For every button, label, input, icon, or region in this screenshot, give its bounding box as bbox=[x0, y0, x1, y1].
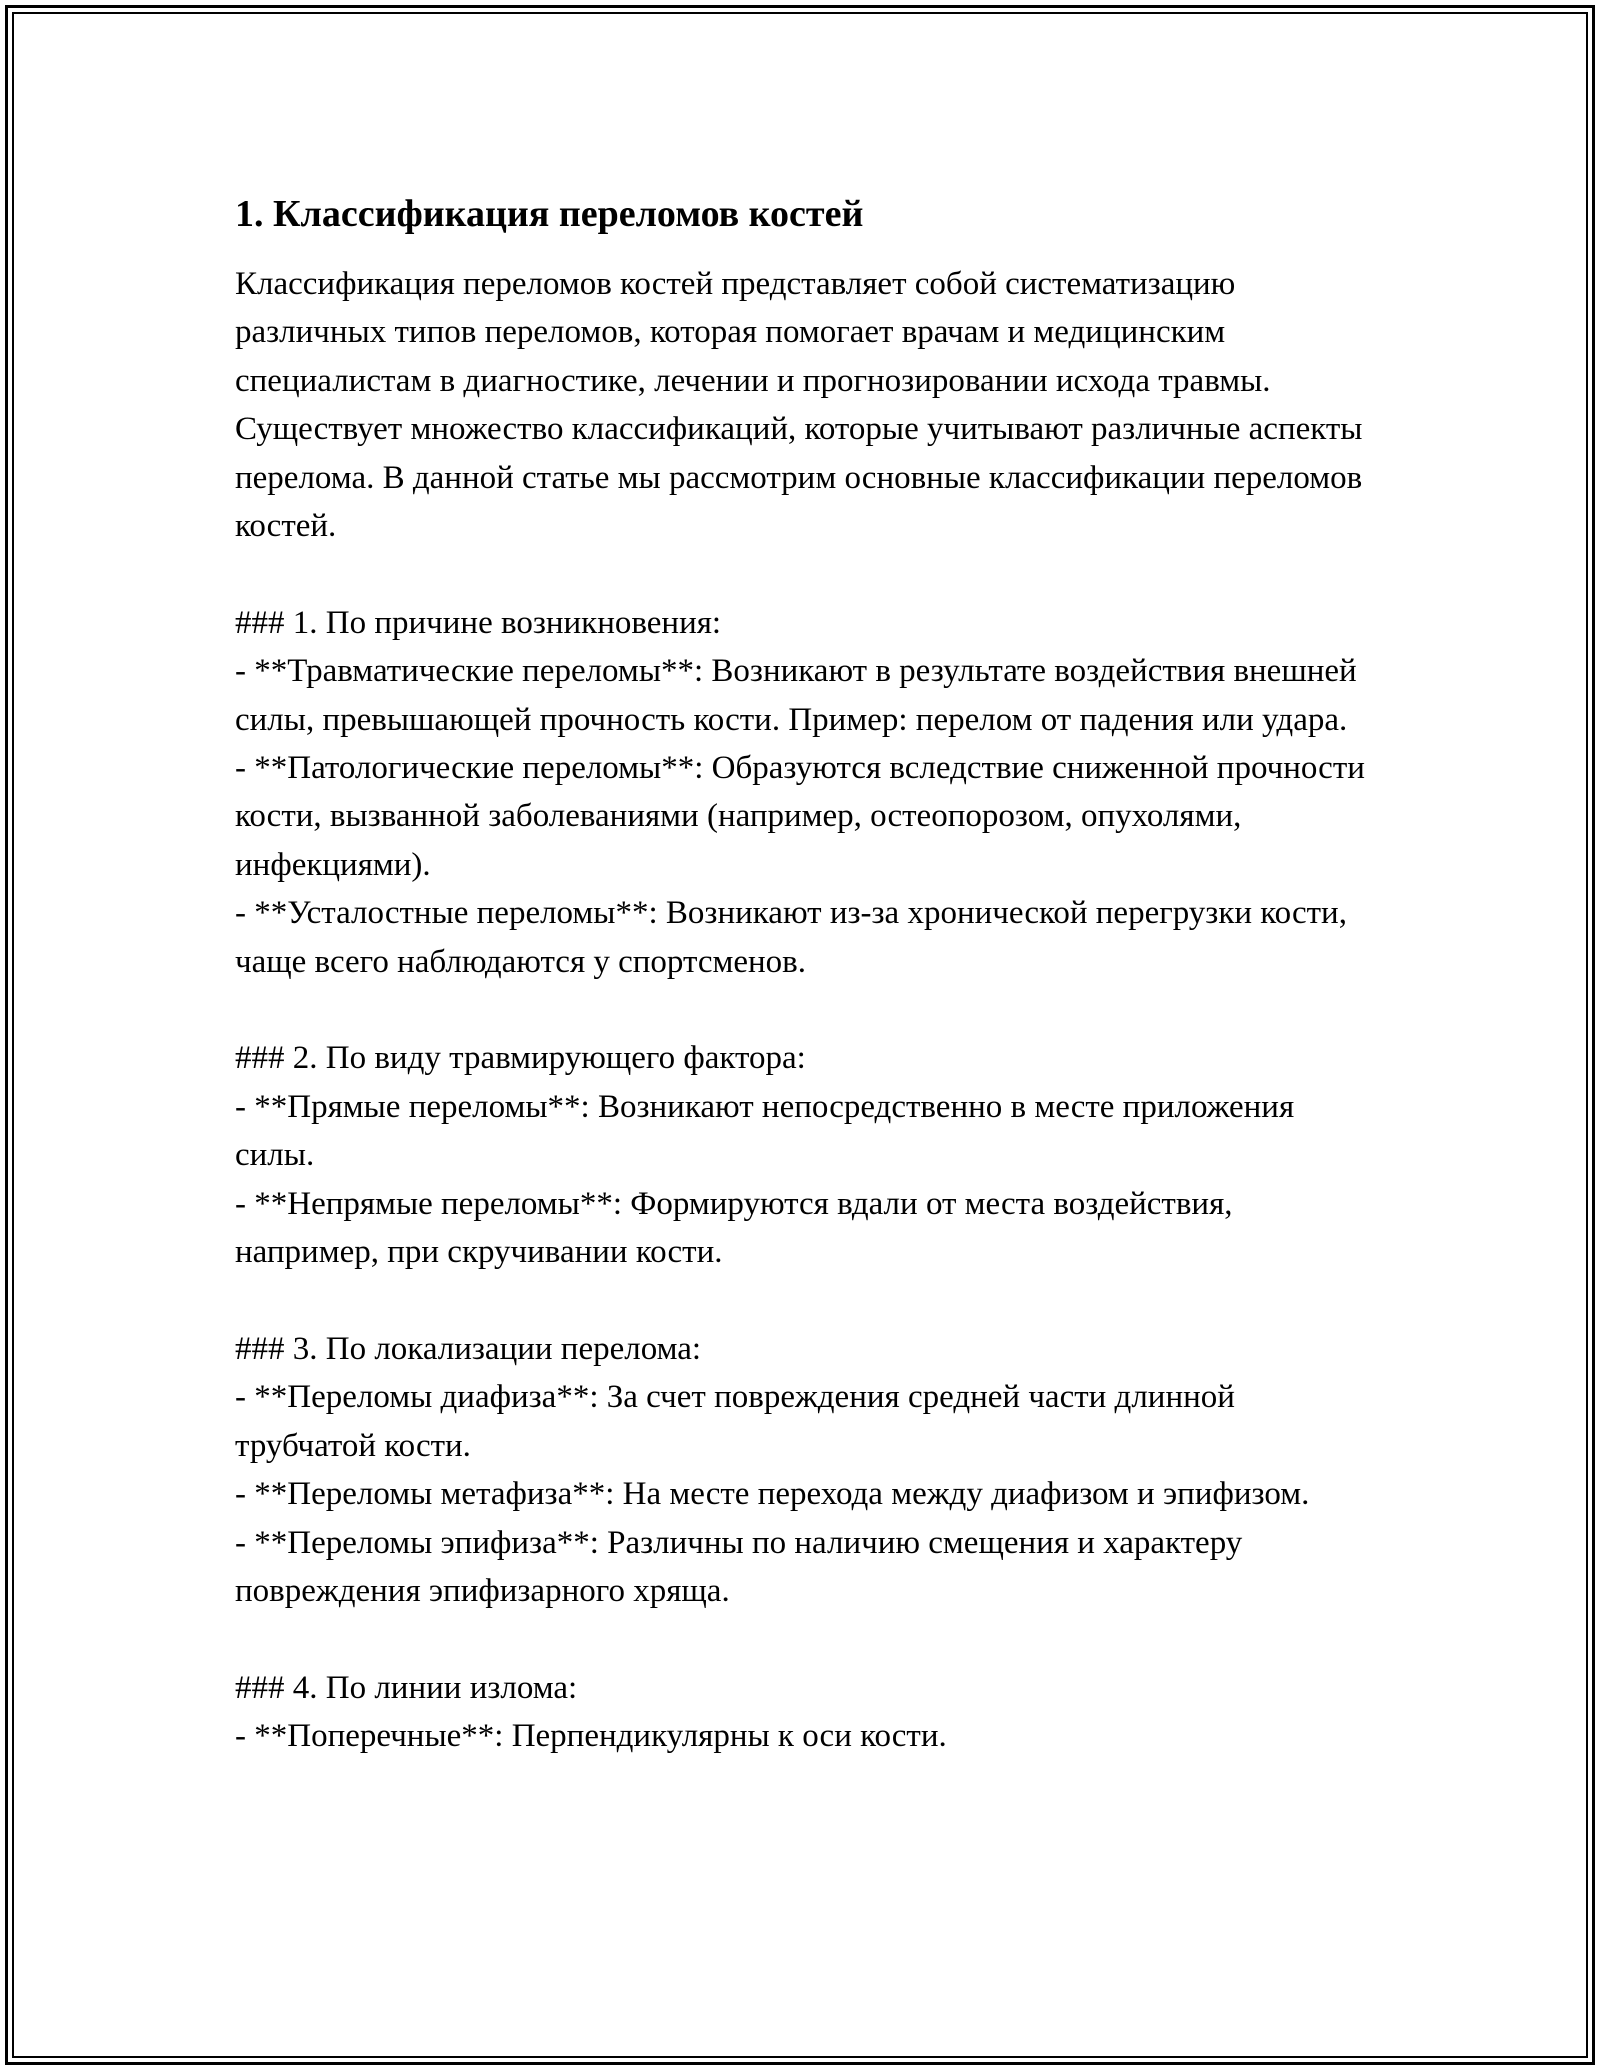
section-by-cause bbox=[235, 599, 1375, 986]
list-item: - **Патологические переломы**: Образуются вследствие сниженной прочности кости, вызванной заболеваниями (например, остеопорозом, опухолями, инфекциями). bbox=[235, 750, 1365, 883]
section-by-factor bbox=[235, 1034, 1375, 1276]
section-heading: ### 1. По причине возникновения: bbox=[235, 604, 722, 641]
list-item: - **Непрямые переломы**: Формируются вдали от места воздействия, например, при скручивании кости. bbox=[235, 1185, 1233, 1271]
list-item: - **Поперечные**: Перпендикулярны к оси кости. bbox=[235, 1718, 947, 1755]
section-heading: ### 4. По линии излома: bbox=[235, 1669, 578, 1706]
section-heading: ### 3. По локализации перелома: bbox=[235, 1330, 702, 1367]
list-item: - **Усталостные переломы**: Возникают из-за хронической перегрузки кости, чаще всего наблюдаются у спортсменов. bbox=[235, 895, 1347, 980]
list-item: - **Прямые переломы**: Возникают непосредственно в месте приложения силы. bbox=[235, 1088, 1295, 1174]
document-body bbox=[235, 190, 1375, 1761]
section-heading: ### 2. По виду травмирующего фактора: bbox=[235, 1040, 806, 1077]
section-by-location bbox=[235, 1325, 1375, 1615]
list-item: - **Переломы эпифиза**: Различны по наличию смещения и характеру повреждения эпифизарного хряща. bbox=[235, 1524, 1243, 1609]
list-item: - **Травматические переломы**: Возникают в результате воздействия внешней силы, превышающей прочность кости. Пример: перелом от падения или удара. bbox=[235, 653, 1357, 738]
page-title: 1. Классификация переломов костей bbox=[235, 193, 864, 235]
intro-paragraph: Классификация переломов костей представляет собой систематизацию различных типов переломов, которая помогает врачам и медицинским специалистам в диагностике, лечении и прогнозировании исхода травмы. Существует множество классификаций, которые учитывают различные аспекты перелома. В данной статье мы рассмотрим основные классификации переломов костей. bbox=[235, 266, 1363, 545]
list-item: - **Переломы метафиза**: На месте перехода между диафизом и эпифизом. bbox=[235, 1476, 1310, 1513]
section-by-fracture-line bbox=[235, 1664, 1375, 1761]
list-item: - **Переломы диафиза**: За счет повреждения средней части длинной трубчатой кости. bbox=[235, 1379, 1235, 1464]
